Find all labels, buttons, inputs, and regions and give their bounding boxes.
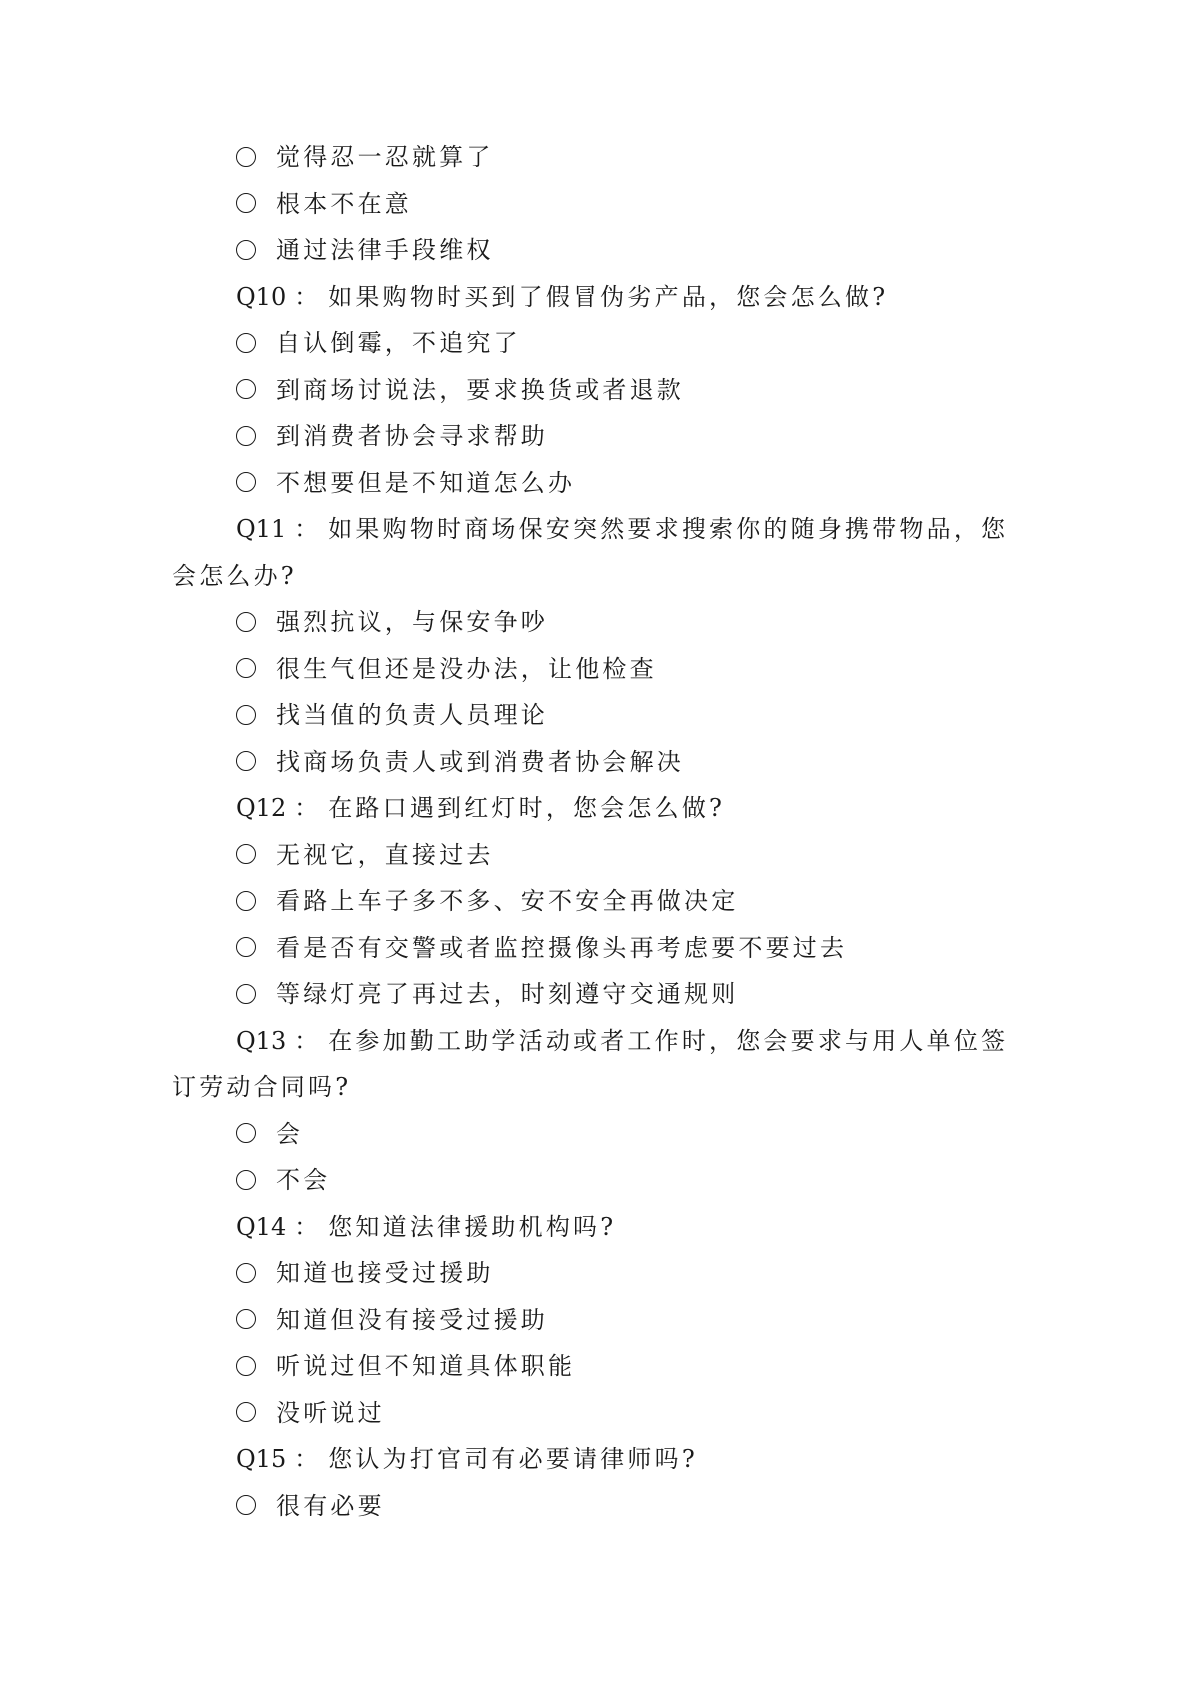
option-label: 没听说过 bbox=[276, 1398, 385, 1427]
radio-circle-icon[interactable] bbox=[236, 1495, 256, 1515]
question-number: Q13 bbox=[236, 1026, 287, 1055]
question-q11 bbox=[180, 506, 1010, 553]
answer-option[interactable] bbox=[180, 646, 1010, 693]
option-label: 自认倒霉，不追究了 bbox=[276, 329, 521, 357]
question-q15 bbox=[180, 1436, 1010, 1483]
question-separator: ： bbox=[294, 1212, 319, 1241]
answer-option[interactable] bbox=[180, 925, 1010, 972]
radio-circle-icon[interactable] bbox=[236, 612, 256, 632]
answer-option[interactable] bbox=[180, 460, 1010, 507]
option-label: 听说过但不知道具体职能 bbox=[276, 1352, 576, 1380]
answer-option[interactable] bbox=[180, 367, 1010, 414]
radio-circle-icon[interactable] bbox=[236, 1263, 256, 1283]
answer-option[interactable] bbox=[180, 134, 1010, 181]
radio-circle-icon[interactable] bbox=[236, 426, 256, 446]
answer-option[interactable] bbox=[180, 599, 1010, 646]
option-label: 通过法律手段维权 bbox=[276, 236, 494, 264]
answer-option[interactable] bbox=[180, 181, 1010, 228]
radio-circle-icon[interactable] bbox=[236, 658, 256, 678]
radio-circle-icon[interactable] bbox=[236, 240, 256, 260]
answer-option[interactable] bbox=[180, 832, 1010, 879]
answer-option[interactable] bbox=[180, 1483, 1010, 1530]
option-label: 很生气但还是没办法，让他检查 bbox=[276, 654, 657, 683]
option-label: 根本不在意 bbox=[276, 189, 412, 218]
answer-option[interactable] bbox=[180, 1111, 1010, 1158]
answer-option[interactable] bbox=[180, 1390, 1010, 1437]
survey-content bbox=[172, 134, 1010, 1529]
option-label: 到商场讨说法，要求换货或者退款 bbox=[276, 375, 684, 404]
question-text: 如果购物时买到了假冒伪劣产品，您会怎么做? bbox=[328, 282, 889, 311]
question-number: Q14 bbox=[236, 1212, 287, 1241]
option-label: 不想要但是不知道怎么办 bbox=[276, 468, 576, 497]
option-label: 找商场负责人或到消费者协会解决 bbox=[276, 747, 684, 776]
question-separator: ： bbox=[294, 282, 319, 311]
question-separator: ： bbox=[294, 1445, 319, 1473]
radio-circle-icon[interactable] bbox=[236, 193, 256, 213]
question-number: Q12 bbox=[236, 794, 287, 822]
option-label: 等绿灯亮了再过去，时刻遵守交通规则 bbox=[276, 980, 739, 1008]
question-separator: ： bbox=[294, 794, 319, 822]
radio-circle-icon[interactable] bbox=[236, 1356, 256, 1376]
question-text: 在路口遇到红灯时，您会怎么做? bbox=[328, 794, 726, 822]
radio-circle-icon[interactable] bbox=[236, 1402, 256, 1422]
radio-circle-icon[interactable] bbox=[236, 1123, 256, 1143]
radio-circle-icon[interactable] bbox=[236, 751, 256, 771]
option-label: 会 bbox=[276, 1119, 304, 1148]
radio-circle-icon[interactable] bbox=[236, 844, 256, 864]
option-label: 看路上车子多不多、安不安全再做决定 bbox=[276, 887, 739, 915]
question-q10 bbox=[180, 274, 1010, 321]
option-label: 找当值的负责人员理论 bbox=[276, 701, 548, 729]
answer-option[interactable] bbox=[180, 739, 1010, 786]
question-text: 在参加勤工助学活动或者工作时，您会要求与用人单位签 bbox=[328, 1026, 1009, 1055]
option-label: 到消费者协会寻求帮助 bbox=[276, 422, 548, 450]
question-separator: ： bbox=[294, 515, 319, 543]
question-text: 如果购物时商场保安突然要求搜索你的随身携带物品，您 bbox=[328, 515, 1009, 543]
question-q14 bbox=[180, 1204, 1010, 1251]
question-number: Q15 bbox=[236, 1445, 287, 1473]
option-label: 不会 bbox=[276, 1166, 331, 1194]
radio-circle-icon[interactable] bbox=[236, 472, 256, 492]
option-label: 很有必要 bbox=[276, 1491, 385, 1520]
question-number: Q10 bbox=[236, 282, 287, 311]
answer-option[interactable] bbox=[180, 320, 1010, 367]
answer-option[interactable] bbox=[180, 1297, 1010, 1344]
radio-circle-icon[interactable] bbox=[236, 1170, 256, 1190]
option-label: 无视它，直接过去 bbox=[276, 840, 494, 869]
radio-circle-icon[interactable] bbox=[236, 984, 256, 1004]
radio-circle-icon[interactable] bbox=[236, 147, 256, 167]
answer-option[interactable] bbox=[180, 1250, 1010, 1297]
question-q12 bbox=[180, 785, 1010, 832]
question-text-continued: 订劳动合同吗? bbox=[172, 1073, 352, 1101]
option-label: 觉得忍一忍就算了 bbox=[276, 143, 494, 171]
radio-circle-icon[interactable] bbox=[236, 1309, 256, 1329]
answer-option[interactable] bbox=[180, 1343, 1010, 1390]
option-label: 知道但没有接受过援助 bbox=[276, 1305, 548, 1334]
question-number: Q11 bbox=[236, 515, 287, 543]
answer-option[interactable] bbox=[180, 878, 1010, 925]
question-text: 您认为打官司有必要请律师吗? bbox=[328, 1445, 698, 1473]
radio-circle-icon[interactable] bbox=[236, 333, 256, 353]
radio-circle-icon[interactable] bbox=[236, 379, 256, 399]
radio-circle-icon[interactable] bbox=[236, 705, 256, 725]
question-separator: ： bbox=[294, 1026, 319, 1055]
answer-option[interactable] bbox=[180, 971, 1010, 1018]
option-label: 强烈抗议，与保安争吵 bbox=[276, 608, 548, 636]
question-q13 bbox=[180, 1018, 1010, 1065]
radio-circle-icon[interactable] bbox=[236, 937, 256, 957]
answer-option[interactable] bbox=[180, 413, 1010, 460]
answer-option[interactable] bbox=[180, 1157, 1010, 1204]
radio-circle-icon[interactable] bbox=[236, 891, 256, 911]
question-text-continued: 会怎么办? bbox=[172, 561, 297, 590]
option-label: 知道也接受过援助 bbox=[276, 1259, 494, 1287]
answer-option[interactable] bbox=[180, 227, 1010, 274]
option-label: 看是否有交警或者监控摄像头再考虑要不要过去 bbox=[276, 933, 848, 962]
answer-option[interactable] bbox=[180, 692, 1010, 739]
question-text: 您知道法律援助机构吗? bbox=[328, 1212, 617, 1241]
